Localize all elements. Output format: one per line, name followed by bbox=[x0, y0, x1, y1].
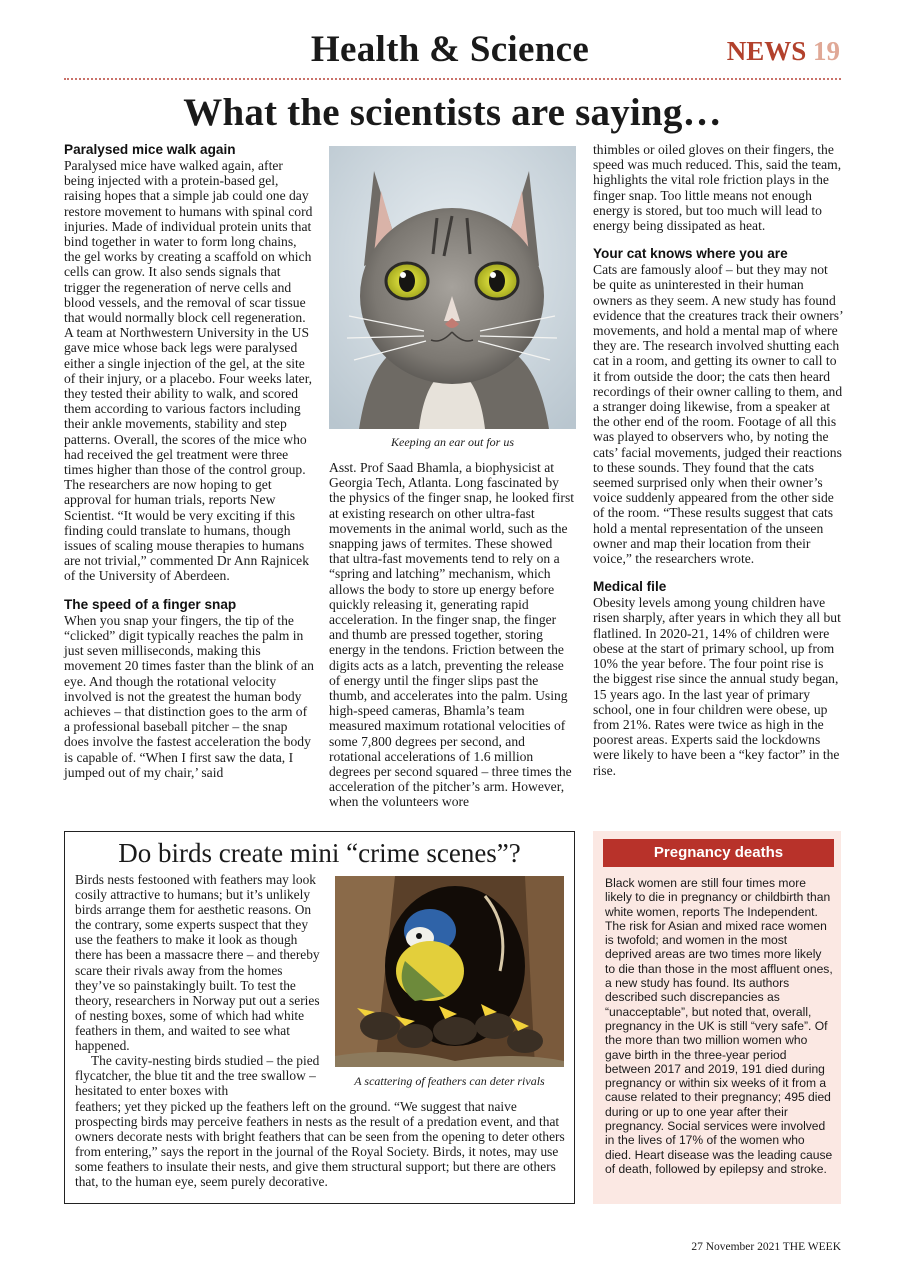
cat-photo-caption: Keeping an ear out for us bbox=[391, 435, 514, 449]
birds-paragraph-2: The cavity-nesting birds studied – the pied flycatcher, the blue tit and the tree swallow – hesitated to enter boxes with bbox=[75, 1053, 320, 1099]
page-number: 19 bbox=[813, 36, 840, 66]
birds-text-column bbox=[75, 872, 325, 1098]
cat-photo bbox=[329, 146, 576, 429]
cats-article-heading: Your cat knows where you are bbox=[593, 246, 788, 262]
finger-snap-body-part1: When you snap your fingers, the tip of the “clicked” digit typically reaches the palm in just seven milliseconds, making this movement 20 times faster than the blink of an eye. And though the rotational velocity involved is not the greatest the human body achieves – that distinction goes to the arm of a professional baseball pitcher – the snap does involve the fastest acceleration the body is capable of. “When I first saw the data, I jumped out of my chair,’ said bbox=[64, 612, 314, 780]
pregnancy-sidebar-heading: Pregnancy deaths bbox=[603, 839, 834, 867]
birds-paragraph-1: Birds nests festooned with feathers may look cosily attractive to humans; but it’s unlikely birds arrange them for aesthetic reasons. On the contrary, some experts suspect that they use the feathers to make it look as though there has been a massacre there – and thereby scare their rivals away from the homes they’ve so painstakingly built. To test the theory, researchers in Norway put out a series of nesting boxes, some of which had white feathers in them, and waited to see what happened. bbox=[75, 872, 320, 1054]
birds-feature-title: Do birds create mini “crime scenes”? bbox=[118, 838, 521, 868]
bird-nest-caption: A scattering of feathers can deter rivals bbox=[354, 1074, 545, 1088]
cats-article-body: Cats are famously aloof – but they may not be quite as uninterested in their human owners as they seem. A new study has found evidence that the creatures track their owners’ movements, and hold a mental map of where they are. The research involved shutting each cat in a room, and getting its owner to call to it from outside the door; the cats then heard recordings of their owner calling to them, and a stranger doing likewise, from a speaker at the other end of the room. Footage of all this was played to observers who, by noting the cats’ facial movements, judged their reactions to these sounds. They found that the cats seemed surprised only when their owner’s voice suddenly appeared from the other side of the room. “These results suggest that cats hold a mental representation of the unseen owner and map their location from their voice,” the researchers wrote. bbox=[593, 262, 843, 567]
bird-nest-photo bbox=[335, 876, 564, 1067]
finger-snap-body-part2: Asst. Prof Saad Bhamla, a biophysicist at Georgia Tech, Atlanta. Long fascinated by the physics of the finger snap, he looked first at existing research on other ultra-fast movements in the animal world, such as the snapping jaws of termites. These showed that ultra-fast movements tend to rely on a “spring and latching” mechanism, which allows the body to store up energy before quickly releasing it, generating rapid acceleration. In the finger snap, the finger and thumb are pressed together, storing energy in the tendons. Friction between the digits acts as a latch, preventing the release of energy until the finger slips past the thumb, and accelerates into the palm. Using high-speed cameras, Bhamla’s team measured maximum rotational velocities of some 7,800 degrees per second, and rotational accelerations of 1.6 million degrees per second squared – three times the acceleration of the pitcher’s arm. However, when the volunteers wore bbox=[329, 460, 575, 810]
bird-nest-illustration bbox=[335, 876, 564, 1067]
column-left bbox=[64, 142, 314, 780]
mice-article-heading: Paralysed mice walk again bbox=[64, 142, 236, 157]
page-headline: What the scientists are saying… bbox=[183, 91, 722, 134]
finger-snap-heading: The speed of a finger snap bbox=[64, 596, 237, 612]
news-label: NEWS bbox=[726, 36, 807, 66]
page-label bbox=[700, 36, 840, 67]
header-divider bbox=[64, 78, 841, 80]
page-footer: 27 November 2021 THE WEEK bbox=[691, 1241, 841, 1253]
finger-snap-body-part3: thimbles or oiled gloves on their fingers, the speed was much reduced. This, said the team, highlights the vital role friction plays in the finger snap. Too little means not enough energy is stored, but too much will lead to energy being dissipated as heat. bbox=[593, 142, 842, 234]
column-middle bbox=[329, 460, 576, 810]
pregnancy-sidebar-body: Black women are still four times more likely to die in pregnancy or childbirth than white women, reports The Independent. The risk for Asian and mixed race women is twofold; and women in the most deprived areas are two times more likely to die than those in the most affluent ones, a new study has found. Its authors described such discrepancies as “unacceptable”, but noted that, overall, pregnancy in the UK is still “very safe”. Of the more than two million women who gave birth in the three-year period between 2017 and 2019, 191 died during pregnancy or within six weeks of it from a cause related to their pregnancy; 495 died during or up to one year after their pregnancy. Social services were involved in the lives of 17% of the women who died. Heart disease was the leading cause of death, followed by epilepsy and stroke. bbox=[605, 876, 833, 1176]
medical-file-body: Obesity levels among young children have risen sharply, after years in which they all but flatlined. In 2020-21, 14% of children were obese at the start of primary school, up from 10% the year before. The four point rise is the biggest rise since the annual study began, 15 years ago. In the last year of primary school, one in four children were obese, up from 21%. Rates were twice as high in the poorest areas. Experts said the lockdowns were likely to have been a “key factor” in the rise. bbox=[593, 595, 841, 778]
medical-file-heading: Medical file bbox=[593, 579, 667, 595]
birds-paragraph-3: feathers; yet they picked up the feathers left on the ground. “We suggest that naive prospecting birds may perceive feathers in nests as the result of a predation event, and that owners decorate nests with bright feathers that can be seen from the opening to deter others from entering,” says the report in the journal of the Royal Society. Birds, it notes, may use some feathers to insulate their nests, and give them structural support; but there are others that, to the human eye, seem purely decorative. bbox=[75, 1099, 565, 1190]
mice-article-body: Paralysed mice have walked again, after being injected with a protein-based gel, raising hopes that a simple jab could one day restore movement to humans with spinal cord injuries. Made of individual protein units that bind together in water to form long chains, the gel works by creating a scaffold on which cells can grow. It also sends signals that trigger the regeneration of nerve cells and blood vessels, and the removal of scar tissue that would normally block cell regeneration. A team at Northwestern University in the US gave mice whose back legs were paralysed either a single injection of the gel, at the site of their injury, or a placebo. Four weeks later, they tested their ability to walk, and scored them according to various factors including their ankle movements, stability and step patterns. Overall, the scores of the mice who had received the gel treatment were three times higher than those of the control group. The researchers are now hoping to get approval for human trials, reports New Scientist. “It would be very exciting if this finding could translate to humans, though issues of scaling mouse therapies to humans are not trivial,” commented Dr Ann Rajnicek of the University of Aberdeen. bbox=[64, 158, 313, 584]
cat-illustration bbox=[329, 146, 576, 429]
section-title: Health & Science bbox=[310, 29, 590, 70]
column-right bbox=[593, 142, 843, 778]
